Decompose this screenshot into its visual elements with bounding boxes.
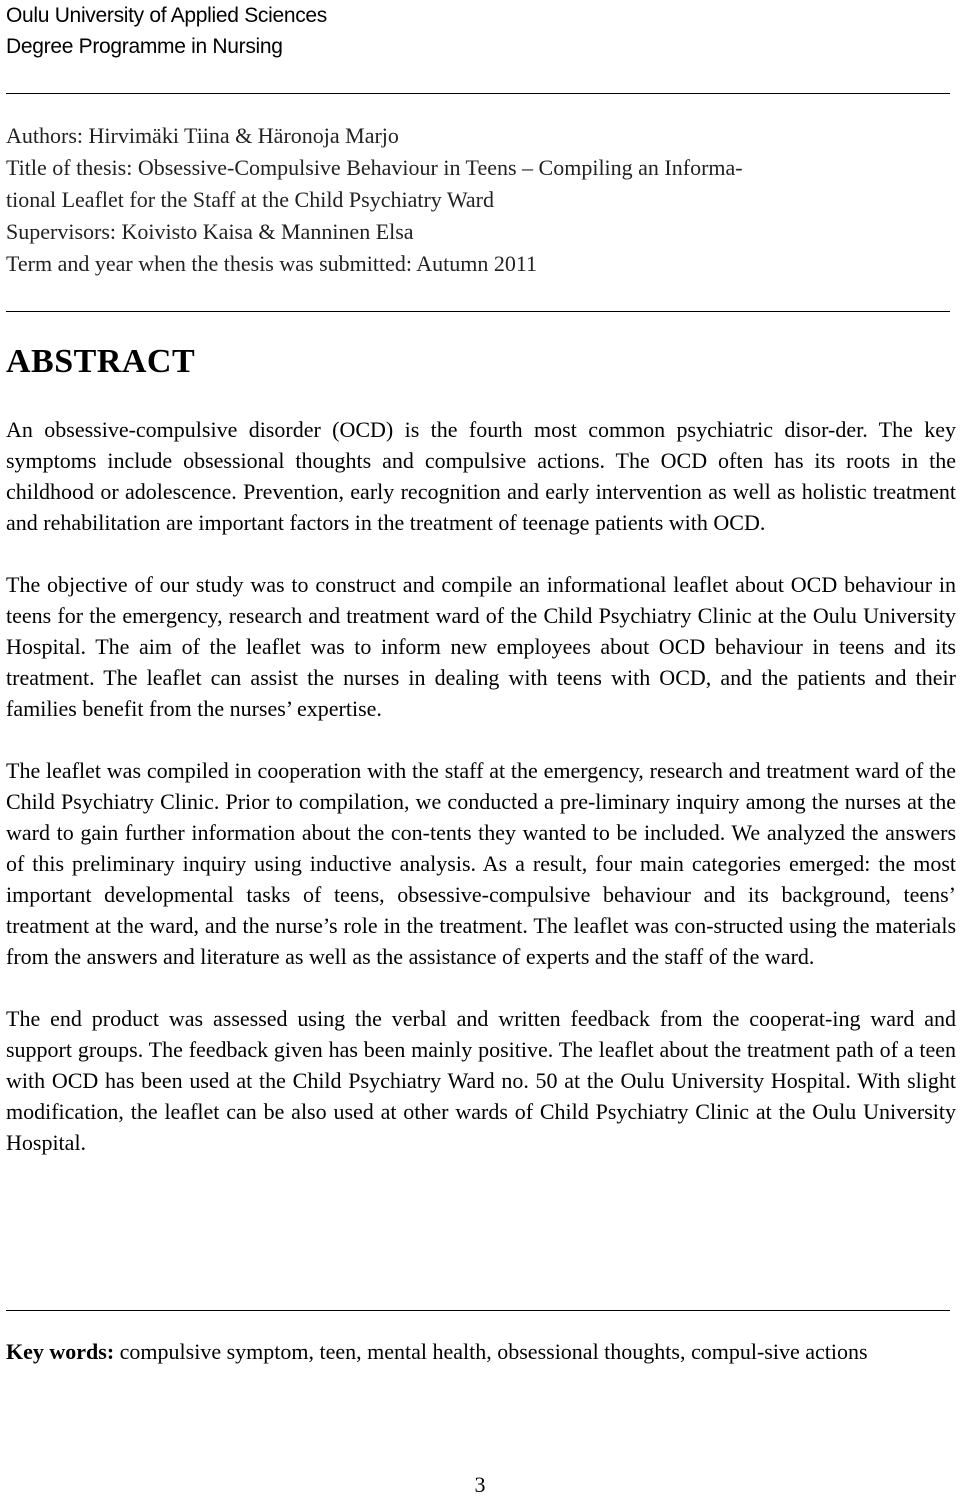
term-line: Term and year when the thesis was submitted: Autumn 2011 <box>6 251 538 276</box>
abstract-paragraph-1: An obsessive-compulsive disorder (OCD) is the fourth most common psychiatric disor-der. The key symptoms include obsessional thoughts and compulsive actions. The OCD often has its roots in the childhood or adolescence. Prevention, early recognition and early intervention as well as holistic treatment and rehabilitation are important factors in the treatment of teenage patients with OCD. <box>6 417 956 535</box>
keywords-section <box>6 1336 936 1367</box>
metadata-divider <box>6 311 950 312</box>
abstract-paragraph-3: The leaflet was compiled in cooperation with the staff at the emergency, research and treatment ward of the Child Psychiatry Clinic. Prior to compilation, we conducted a pre-liminary inquiry among the nurses at the ward to gain further information about the con-tents they wanted to be included. We analyzed the answers of this preliminary inquiry using inductive analysis. As a result, four main categories emerged: the most important developmental tasks of teens, obsessive-compulsive behaviour and its background, teens’ treatment at the ward, and the nurse’s role in the treatment. The leaflet was con-structed using the materials from the answers and literature as well as the assistance of experts and the staff of the ward. <box>6 758 956 969</box>
authors-line: Authors: Hirvimäki Tiina & Häronoja Marjo <box>6 123 399 148</box>
keywords-text: compulsive symptom, teen, mental health, obsessional thoughts, compul-sive actions <box>114 1339 868 1364</box>
document-header <box>6 0 327 62</box>
abstract-body <box>6 414 956 1189</box>
thesis-metadata <box>6 120 950 280</box>
programme-name: Degree Programme in Nursing <box>6 35 283 58</box>
institution-name: Oulu University of Applied Sciences <box>6 4 327 27</box>
abstract-heading: ABSTRACT <box>6 343 196 380</box>
keywords-divider <box>6 1310 950 1311</box>
header-divider <box>6 93 950 94</box>
abstract-paragraph-2: The objective of our study was to construct and compile an informational leaflet about OCD behaviour in teens for the emergency, research and treatment ward of the Child Psychiatry Clinic at the Oulu University Hospital. The aim of the leaflet was to inform new employees about OCD behaviour in teens and its treatment. The leaflet can assist the nurses in dealing with teens with OCD, and the patients and their families benefit from the nurses’ expertise. <box>6 572 956 721</box>
abstract-paragraph-4: The end product was assessed using the verbal and written feedback from the cooperat-ing ward and support groups. The feedback given has been mainly positive. The leaflet about the treatment path of a teen with OCD has been used at the Child Psychiatry Ward no. 50 at the Oulu University Hospital. With slight modification, the leaflet can be also used at other wards of Child Psychiatry Clinic at the Oulu University Hospital. <box>6 1006 956 1155</box>
keywords-label: Key words: <box>6 1339 115 1364</box>
supervisors-line: Supervisors: Koivisto Kaisa & Manninen Elsa <box>6 219 414 244</box>
title-line-2: tional Leaflet for the Staff at the Child Psychiatry Ward <box>6 187 495 212</box>
title-line-1: Title of thesis: Obsessive-Compulsive Behaviour in Teens – Compiling an Informa- <box>6 155 743 180</box>
page-number: 3 <box>474 1472 486 1497</box>
